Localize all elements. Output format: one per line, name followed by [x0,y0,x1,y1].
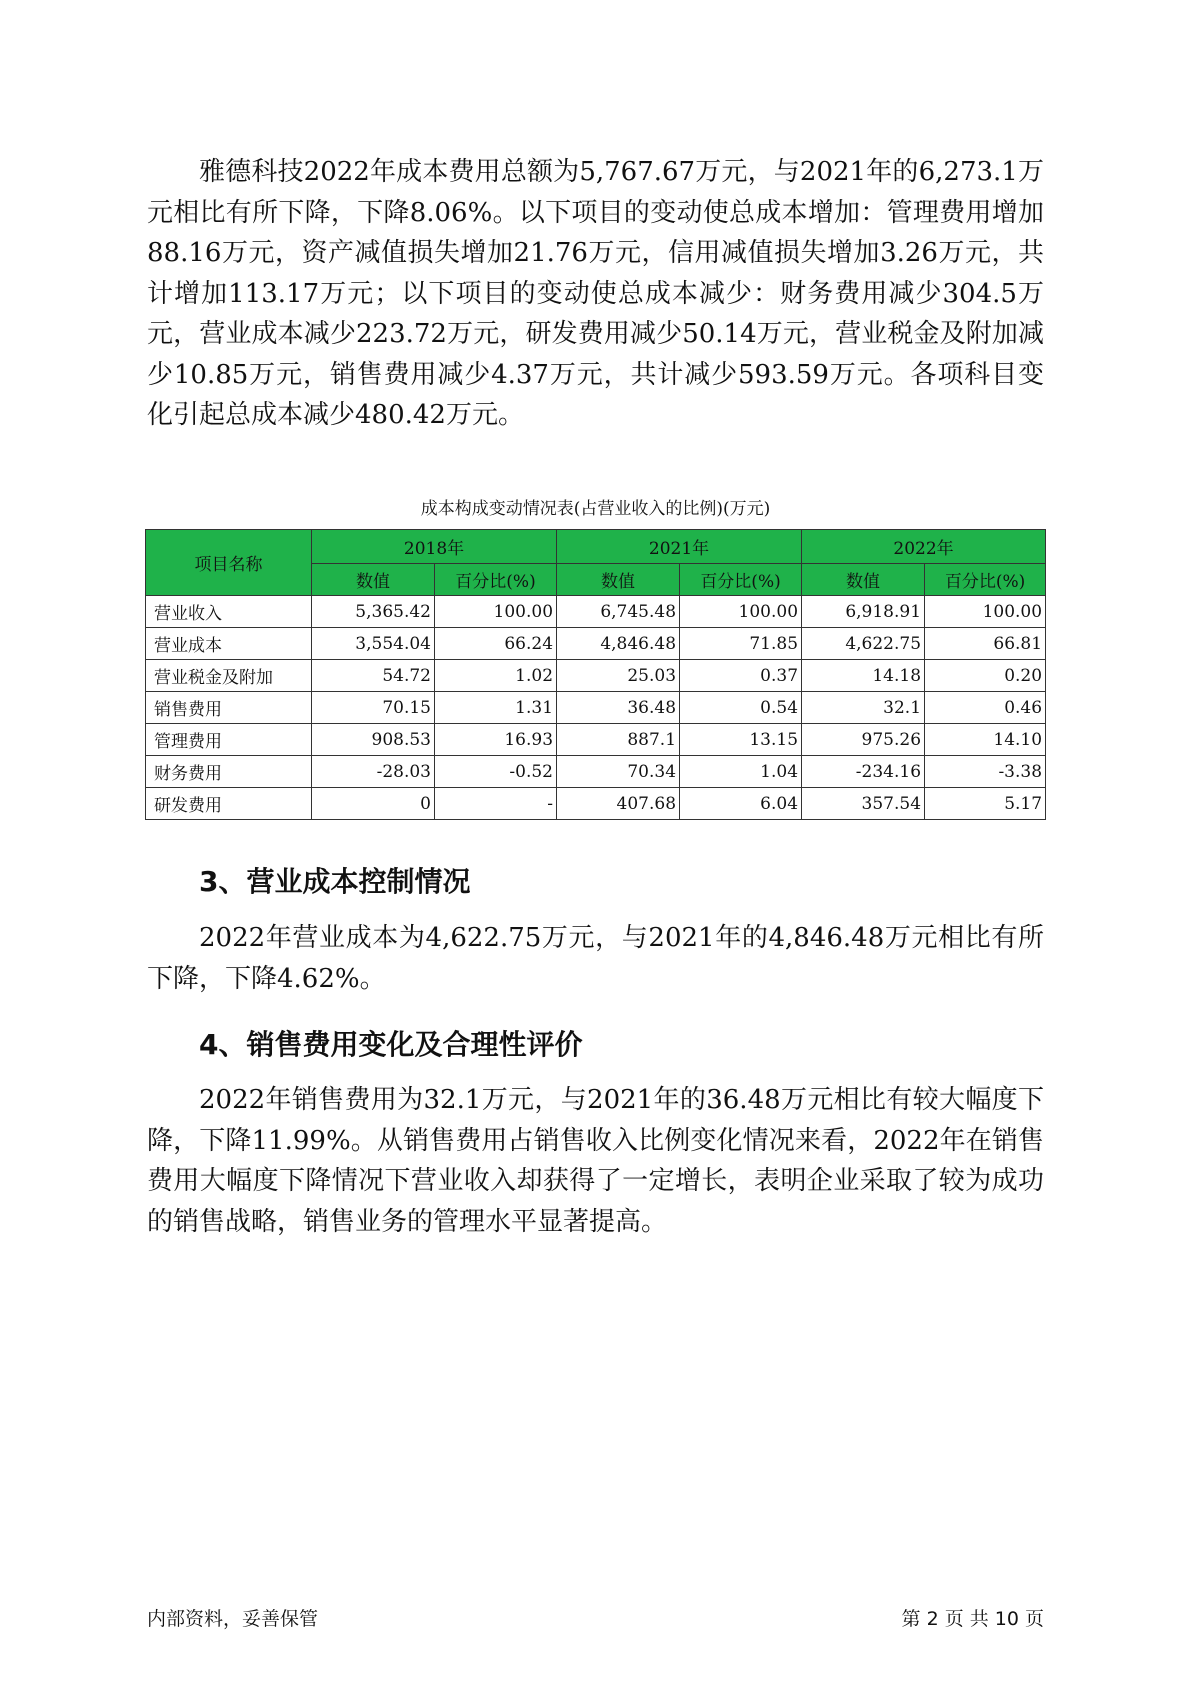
cell-percent: 66.81 [925,628,1046,660]
header-value: 数值 [312,564,435,596]
header-percent: 百分比(%) [925,564,1046,596]
table-row [146,628,1046,660]
cell-value: -234.16 [802,756,925,788]
cell-value: -28.03 [312,756,435,788]
cell-value: 4,622.75 [802,628,925,660]
header-year-2018: 2018年 [312,530,557,564]
table-body [146,596,1046,820]
footer-confidential-note: 内部资料，妥善保管 [147,1608,319,1630]
cell-value: 6,745.48 [557,596,680,628]
cell-value: 32.1 [802,692,925,724]
cell-percent: -0.52 [435,756,557,788]
cell-percent: 0.20 [925,660,1046,692]
cell-percent: 0.54 [680,692,802,724]
paragraph-cost-summary: 雅德科技2022年成本费用总额为5,767.67万元，与2021年的6,273.1万元相比有所下降，下降8.06%。以下项目的变动使总成本增加：管理费用增加88.16万元，资产减值损失增加21.76万元，信用减值损失增加3.26万元，共计增加113.17万元；以下项目的变动使总成本减少：财务费用减少304.5万元，营业成本减少223.72万元，研发费用减少50.14万元，营业税金及附加减少10.85万元，销售费用减少4.37万元，共计减少593.59万元。各项科目变化引起总成本减少480.42万元。 [147,157,1044,430]
cell-value: 3,554.04 [312,628,435,660]
row-label: 营业收入 [146,596,312,628]
row-label: 管理费用 [146,724,312,756]
section-heading-sales-expense: 4、销售费用变化及合理性评价 [199,1028,583,1061]
section-heading-operating-cost: 3、营业成本控制情况 [199,865,471,898]
cell-value: 407.68 [557,788,680,820]
cell-value: 70.34 [557,756,680,788]
cell-percent: 1.04 [680,756,802,788]
cell-percent: 100.00 [435,596,557,628]
cell-value: 25.03 [557,660,680,692]
cell-value: 54.72 [312,660,435,692]
cell-value: 4,846.48 [557,628,680,660]
cell-value: 5,365.42 [312,596,435,628]
header-percent: 百分比(%) [680,564,802,596]
row-label: 营业成本 [146,628,312,660]
row-label: 财务费用 [146,756,312,788]
header-year-2022: 2022年 [802,530,1046,564]
cell-percent: 13.15 [680,724,802,756]
cell-value: 6,918.91 [802,596,925,628]
cell-percent: 66.24 [435,628,557,660]
cell-percent: 14.10 [925,724,1046,756]
cell-value: 36.48 [557,692,680,724]
table-row [146,756,1046,788]
header-item-name: 项目名称 [146,530,312,596]
cell-percent: 16.93 [435,724,557,756]
cell-percent: 5.17 [925,788,1046,820]
cell-percent: -3.38 [925,756,1046,788]
row-label: 销售费用 [146,692,312,724]
table-row [146,660,1046,692]
row-label: 研发费用 [146,788,312,820]
cell-percent: 71.85 [680,628,802,660]
cell-percent: 100.00 [680,596,802,628]
cell-percent: 1.02 [435,660,557,692]
cell-percent: 6.04 [680,788,802,820]
cell-value: 908.53 [312,724,435,756]
cell-value: 14.18 [802,660,925,692]
row-label: 营业税金及附加 [146,660,312,692]
table-row [146,788,1046,820]
header-value: 数值 [802,564,925,596]
cell-percent: 100.00 [925,596,1046,628]
cell-value: 975.26 [802,724,925,756]
cell-percent: 0.46 [925,692,1046,724]
table-caption: 成本构成变动情况表(占营业收入的比例)(万元) [420,499,771,519]
cost-structure-table [145,529,1046,820]
cell-value: 0 [312,788,435,820]
paragraph-sales-expense: 2022年销售费用为32.1万元，与2021年的36.48万元相比有较大幅度下降，下降11.99%。从销售费用占销售收入比例变化情况来看，2022年在销售费用大幅度下降情况下营业收入却获得了一定增长，表明企业采取了较为成功的销售战略，销售业务的管理水平显著提高。 [147,1085,1044,1237]
header-percent: 百分比(%) [435,564,557,596]
table-row [146,596,1046,628]
cell-value: 357.54 [802,788,925,820]
table-row [146,692,1046,724]
footer-page-number: 第 2 页 共 10 页 [901,1608,1044,1630]
cell-percent: - [435,788,557,820]
cell-percent: 1.31 [435,692,557,724]
header-value: 数值 [557,564,680,596]
cell-value: 70.15 [312,692,435,724]
table-row [146,724,1046,756]
header-year-2021: 2021年 [557,530,802,564]
paragraph-operating-cost: 2022年营业成本为4,622.75万元，与2021年的4,846.48万元相比有所下降，下降4.62%。 [147,923,1044,994]
cell-value: 887.1 [557,724,680,756]
cell-percent: 0.37 [680,660,802,692]
